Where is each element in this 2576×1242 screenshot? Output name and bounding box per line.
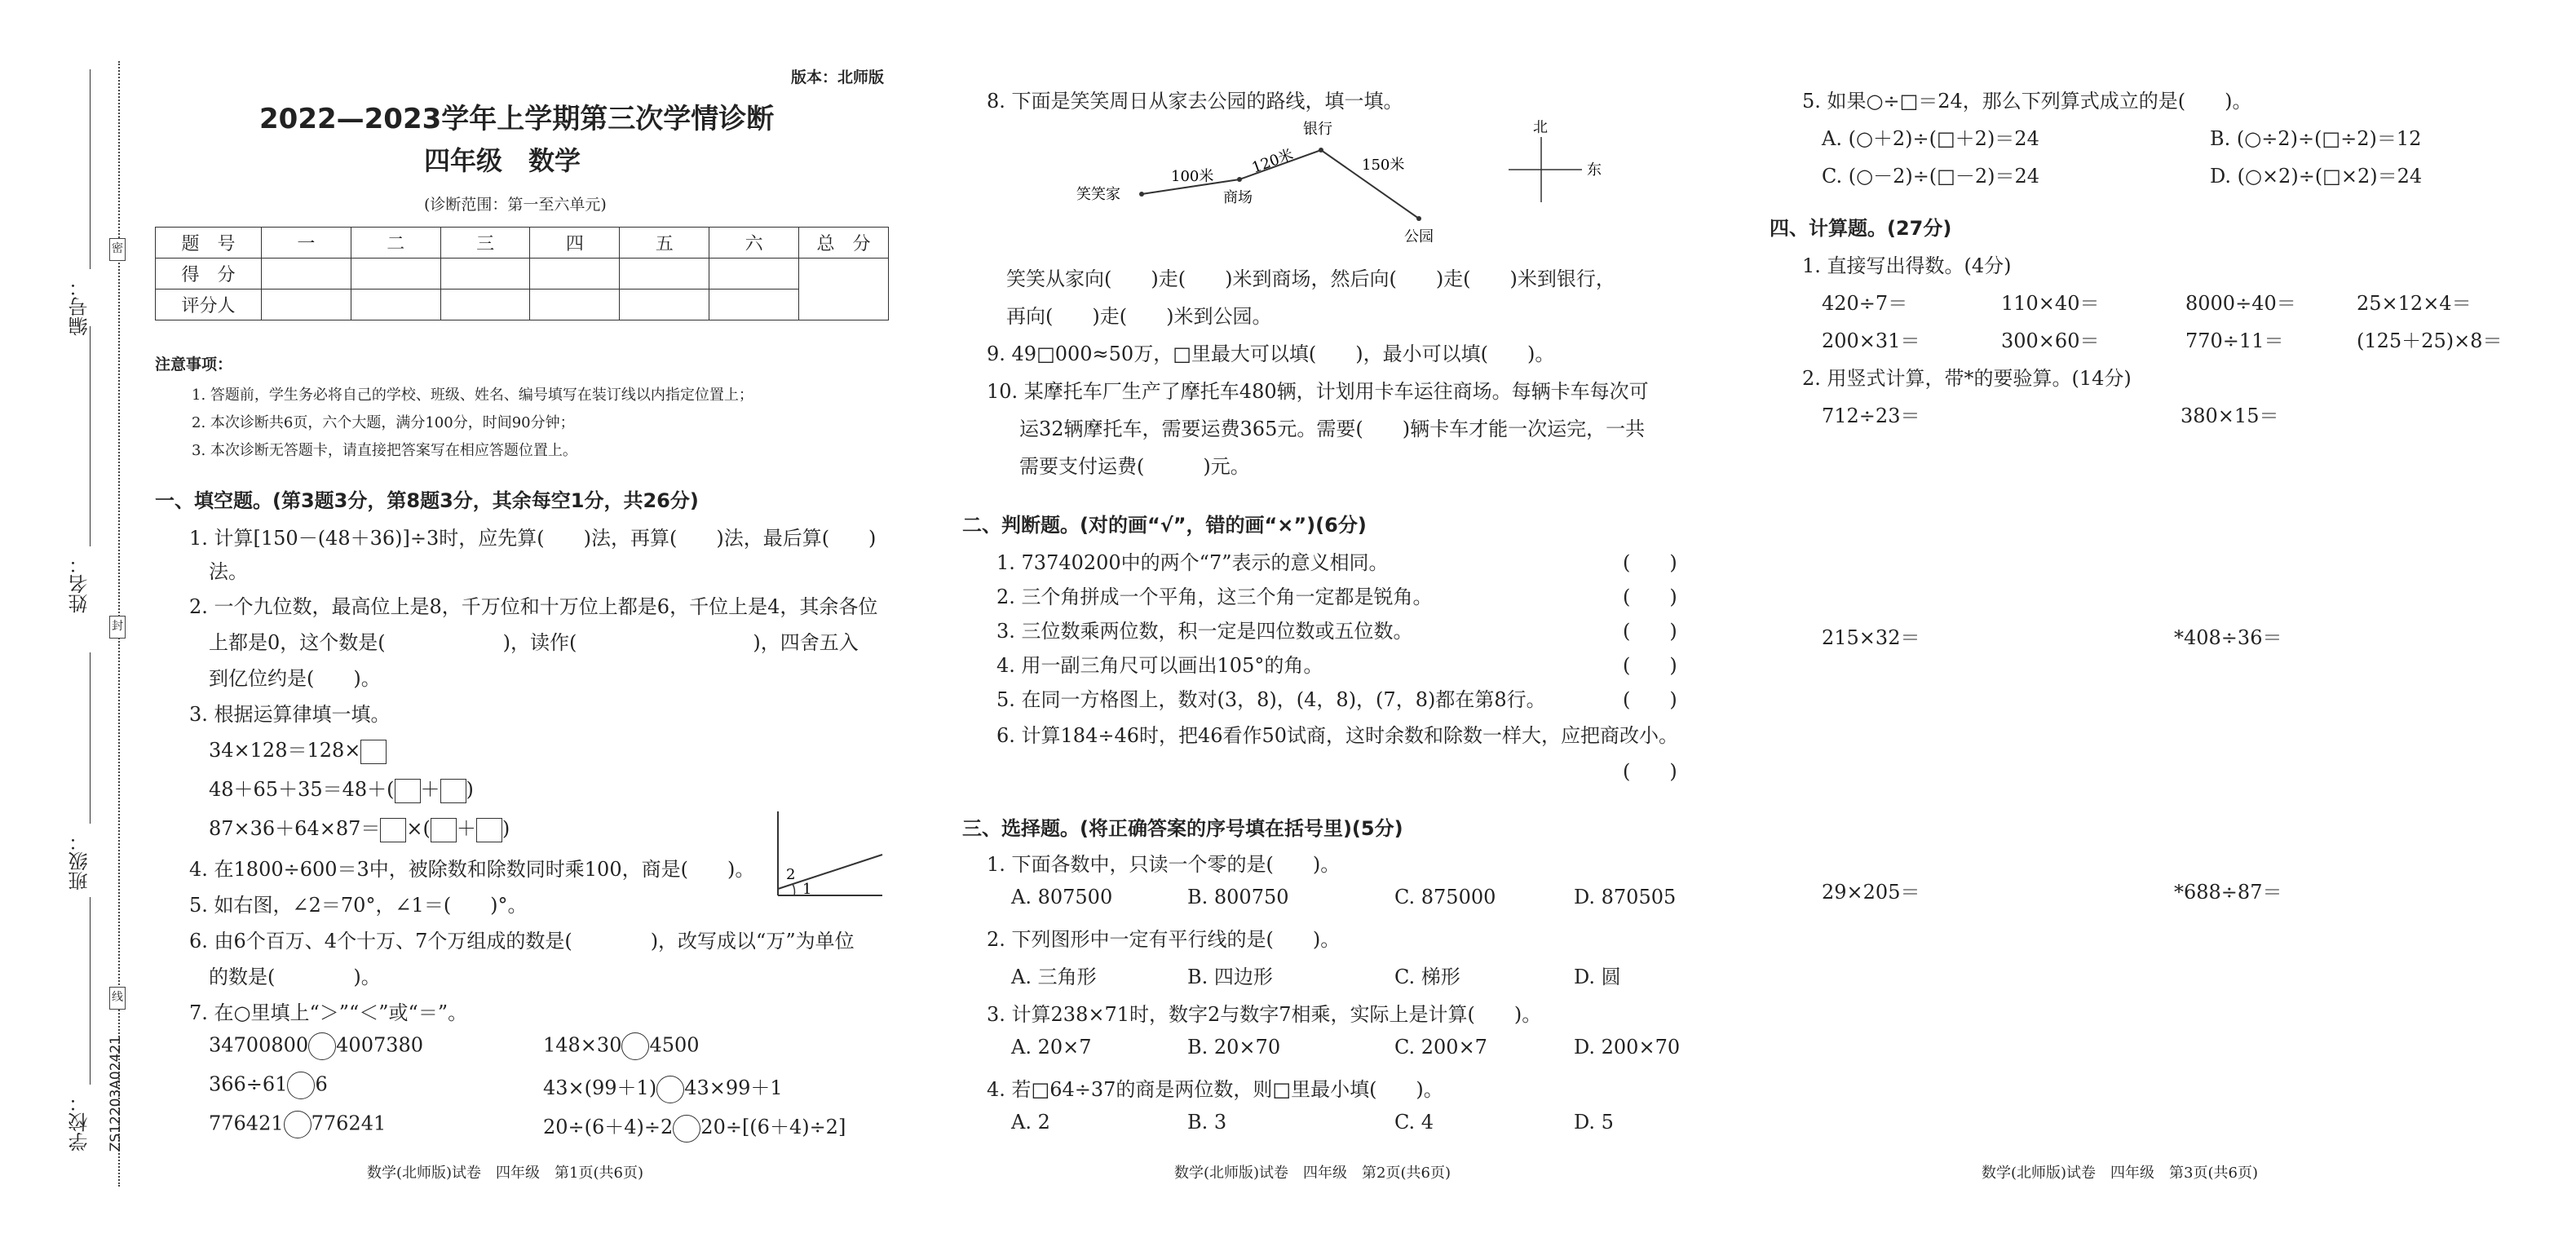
vertical-calc-item: *688÷87＝ bbox=[2174, 881, 2282, 904]
header-cell: 二 bbox=[351, 228, 440, 259]
header-cell: 三 bbox=[440, 228, 530, 259]
judge-paren[interactable]: ( ) bbox=[1623, 586, 1677, 608]
version-label: 版本：北师版 bbox=[791, 69, 885, 86]
park-label: 公园 bbox=[1404, 228, 1434, 245]
distance-1-label: 100米 bbox=[1171, 168, 1214, 185]
compare-item bbox=[543, 1032, 700, 1060]
header-cell: 四 bbox=[530, 228, 620, 259]
compare-right: 43×99＋1 bbox=[684, 1076, 783, 1099]
angle-2-label: 2 bbox=[786, 866, 796, 883]
choice-option[interactable]: B. 3 bbox=[1187, 1111, 1227, 1134]
q3-expr: 87×36＋64×87＝ bbox=[209, 817, 381, 840]
compare-item bbox=[209, 1032, 423, 1060]
q3-op: ＋ bbox=[456, 817, 476, 840]
answer-box[interactable] bbox=[476, 818, 502, 842]
score-cell[interactable] bbox=[262, 259, 351, 290]
home-label: 笑笑家 bbox=[1076, 186, 1120, 203]
choice-option[interactable]: B. 四边形 bbox=[1187, 966, 1273, 988]
compare-circle[interactable] bbox=[284, 1111, 312, 1138]
compare-left: 148×30 bbox=[543, 1033, 622, 1057]
q3-line-1 bbox=[209, 734, 387, 764]
choice-option[interactable]: A. (○＋2)÷(□＋2)＝24 bbox=[1822, 127, 2039, 150]
page-2 bbox=[954, 0, 1712, 1242]
question-8-line-1: 笑笑从家向( )走( )米到商场，然后向( )走( )米到银行， bbox=[1006, 267, 1615, 290]
bank-label: 银行 bbox=[1303, 121, 1332, 138]
q3-op: ) bbox=[466, 778, 474, 801]
oral-item: 200×31＝ bbox=[1822, 329, 1920, 352]
choice-option[interactable]: C. 875000 bbox=[1394, 886, 1496, 908]
judge-item: 1. 73740200中的两个“7”表示的意义相同。 bbox=[996, 551, 1389, 574]
choice-option[interactable]: C. 梯形 bbox=[1394, 966, 1460, 988]
compare-left: 34700800 bbox=[209, 1033, 309, 1057]
choice-option[interactable]: D. 200×70 bbox=[1574, 1036, 1681, 1059]
grader-row bbox=[156, 290, 889, 320]
oral-item: 25×12×4＝ bbox=[2357, 292, 2472, 315]
compare-left: 20÷(6＋4)÷2 bbox=[543, 1116, 674, 1138]
label-number: 编号： bbox=[68, 277, 91, 336]
grader-cell[interactable] bbox=[440, 290, 530, 320]
q3-line-2 bbox=[209, 773, 474, 803]
oral-item: 300×60＝ bbox=[2001, 329, 2100, 352]
vertical-calc-item: *408÷36＝ bbox=[2174, 626, 2282, 649]
q3-expr: 34×128＝128× bbox=[209, 739, 361, 762]
grader-cell[interactable] bbox=[530, 290, 620, 320]
choice-option[interactable]: A. 2 bbox=[1011, 1111, 1050, 1134]
section-2-title: 二、判断题。(对的画“√”，错的画“×”)(6分) bbox=[962, 514, 1367, 537]
vertical-calc-item: 712÷23＝ bbox=[1822, 404, 1920, 427]
bank-point bbox=[1319, 148, 1323, 152]
compare-right: 4007380 bbox=[336, 1033, 424, 1057]
grader-cell[interactable] bbox=[262, 290, 351, 320]
choice-question: 3. 计算238×71时，数字2与数字7相乘，实际上是计算( )。 bbox=[987, 1003, 1542, 1026]
question-5: 5. 如果○÷□＝24，那么下列算式成立的是( )。 bbox=[1802, 90, 2252, 113]
question-8: 8. 下面是笑笑周日从家去公园的路线，填一填。 bbox=[987, 90, 1403, 113]
q3-expr: 48＋65＋35＝48＋( bbox=[209, 778, 395, 801]
compare-circle[interactable] bbox=[656, 1076, 684, 1103]
section-3-title: 三、选择题。(将正确答案的序号填在括号里)(5分) bbox=[962, 817, 1403, 840]
answer-box[interactable] bbox=[440, 779, 466, 803]
page-3 bbox=[1761, 0, 2544, 1242]
vertical-calc-item: 380×15＝ bbox=[2181, 404, 2279, 427]
binding-tag-feng: 封 bbox=[109, 616, 126, 639]
judge-item: 5. 在同一方格图上，数对(3，8)，(4，8)，(7，8)都在第8行。 bbox=[996, 688, 1546, 711]
total-score-cell[interactable] bbox=[799, 259, 889, 320]
score-cell[interactable] bbox=[440, 259, 530, 290]
grader-cell[interactable] bbox=[620, 290, 709, 320]
question-1-cont: 法。 bbox=[209, 560, 248, 583]
row-label: 评分人 bbox=[156, 290, 262, 320]
distance-2-label: 120米 bbox=[1249, 146, 1296, 177]
compare-circle[interactable] bbox=[287, 1072, 315, 1099]
page-subtitle: 四年级 数学 bbox=[424, 145, 581, 176]
compare-left: 43×(99＋1) bbox=[543, 1076, 657, 1099]
question-9: 9. 49□000≈50万，□里最大可以填( )，最小可以填( )。 bbox=[987, 343, 1555, 365]
choice-option[interactable]: C. (○－2)÷(□－2)＝24 bbox=[1822, 165, 2040, 188]
calc-part-1: 1. 直接写出得数。(4分) bbox=[1802, 254, 2012, 277]
choice-option[interactable]: B. 800750 bbox=[1187, 886, 1289, 908]
diagnosis-range: (诊断范围：第一至六单元) bbox=[424, 196, 607, 214]
choice-option[interactable]: D. (○×2)÷(□×2)＝24 bbox=[2210, 165, 2423, 188]
judge-paren[interactable]: ( ) bbox=[1623, 551, 1677, 574]
oral-item: 110×40＝ bbox=[2001, 292, 2100, 315]
choice-option[interactable]: C. 4 bbox=[1394, 1111, 1434, 1134]
choice-option[interactable]: A. 20×7 bbox=[1011, 1036, 1092, 1059]
question-1: 1. 计算[150－(48＋36)]÷3时，应先算( )法，再算( )法，最后算( ) bbox=[189, 527, 877, 550]
judge-item: 3. 三位数乘两位数，积一定是四位数或五位数。 bbox=[996, 620, 1413, 643]
compare-right: 776241 bbox=[311, 1112, 387, 1135]
choice-option[interactable]: D. 5 bbox=[1574, 1111, 1614, 1134]
header-cell: 总 分 bbox=[799, 228, 889, 259]
compare-item bbox=[543, 1111, 846, 1143]
vertical-calc-item: 215×32＝ bbox=[1822, 626, 1920, 649]
note-item: 3. 本次诊断无答题卡，请直接把答案写在相应答题位置上。 bbox=[192, 442, 577, 459]
question-6: 6. 由6个百万、4个十万、7个万组成的数是( )，改写成以“万”为单位 bbox=[189, 930, 855, 952]
q3-op: ＋ bbox=[420, 778, 440, 801]
choice-option[interactable]: B. 20×70 bbox=[1187, 1036, 1281, 1059]
answer-box[interactable] bbox=[431, 818, 457, 842]
distance-3-label: 150米 bbox=[1362, 157, 1405, 174]
question-10-cont: 需要支付运费( )元。 bbox=[1019, 455, 1250, 478]
answer-box[interactable] bbox=[380, 818, 406, 842]
note-item: 1. 答题前，学生务必将自己的学校、班级、姓名、编号填写在装订线以内指定位置上； bbox=[192, 387, 753, 404]
east-label: 东 bbox=[1587, 161, 1602, 179]
row-label: 得 分 bbox=[156, 259, 262, 290]
section-4-title: 四、计算题。(27分) bbox=[1770, 217, 1952, 240]
q3-op: ) bbox=[502, 817, 510, 840]
header-cell: 一 bbox=[262, 228, 351, 259]
score-cell[interactable] bbox=[351, 259, 440, 290]
page-1 bbox=[0, 0, 897, 1242]
paper-code: ZS12203A02421 bbox=[108, 1036, 124, 1152]
score-cell[interactable] bbox=[709, 259, 799, 290]
compare-item bbox=[209, 1111, 386, 1138]
park-point bbox=[1416, 216, 1421, 221]
answer-box[interactable] bbox=[395, 779, 421, 803]
choice-question: 1. 下面各数中，只读一个零的是( )。 bbox=[987, 853, 1341, 876]
choice-question: 2. 下列图形中一定有平行线的是( )。 bbox=[987, 928, 1341, 951]
judge-paren[interactable]: ( ) bbox=[1623, 620, 1677, 643]
binding-tag-xian: 线 bbox=[109, 987, 126, 1010]
score-row bbox=[156, 259, 889, 290]
oral-item: 420÷7＝ bbox=[1822, 292, 1908, 315]
grader-cell[interactable] bbox=[709, 290, 799, 320]
oral-item: 8000÷40＝ bbox=[2185, 292, 2296, 315]
q3-line-3 bbox=[209, 812, 510, 842]
section-1-title: 一、填空题。(第3题3分，第8题3分，其余每空1分，共26分) bbox=[155, 489, 699, 512]
page-footer: 数学(北师版)试卷 四年级 第1页(共6页) bbox=[367, 1165, 643, 1182]
header-cell: 六 bbox=[709, 228, 799, 259]
compare-item bbox=[209, 1072, 328, 1099]
question-10-cont: 运32辆摩托车，需要运费365元。需要( )辆卡车才能一次运完，一共 bbox=[1019, 418, 1646, 440]
judge-paren[interactable]: ( ) bbox=[1623, 688, 1677, 711]
judge-paren[interactable]: ( ) bbox=[1623, 760, 1677, 783]
choice-option[interactable]: A. 807500 bbox=[1011, 886, 1113, 908]
choice-option[interactable]: D. 圆 bbox=[1574, 966, 1621, 988]
choice-option[interactable]: C. 200×7 bbox=[1394, 1036, 1487, 1059]
mall-point bbox=[1237, 177, 1242, 182]
home-point bbox=[1139, 192, 1144, 197]
score-cell[interactable] bbox=[530, 259, 620, 290]
question-2: 2. 一个九位数，最高位上是8，千万位和十万位上都是6，千位上是4，其余各位 bbox=[189, 595, 878, 618]
label-class: 班级： bbox=[68, 832, 91, 891]
oral-item: (125＋25)×8＝ bbox=[2357, 329, 2503, 352]
page-footer: 数学(北师版)试卷 四年级 第2页(共6页) bbox=[1174, 1165, 1451, 1182]
judge-item: 2. 三个角拼成一个平角，这三个角一定都是锐角。 bbox=[996, 586, 1433, 608]
angle-1-label: 1 bbox=[802, 881, 812, 898]
score-cell[interactable] bbox=[620, 259, 709, 290]
compare-circle[interactable] bbox=[621, 1032, 649, 1060]
compare-left: 366÷61 bbox=[209, 1072, 288, 1096]
compare-right: 6 bbox=[315, 1072, 328, 1096]
question-7: 7. 在○里填上“＞”“＜”或“＝”。 bbox=[189, 1001, 468, 1024]
q3-op: ×( bbox=[406, 817, 431, 840]
compare-left: 776421 bbox=[209, 1112, 284, 1135]
score-table bbox=[155, 227, 889, 320]
answer-box[interactable] bbox=[360, 740, 387, 764]
question-2-cont: 到亿位约是( )。 bbox=[209, 667, 381, 690]
judge-item: 6. 计算184÷46时，把46看作50试商，这时余数和除数一样大，应把商改小。 bbox=[996, 724, 1679, 747]
label-school: 学校： bbox=[68, 1093, 91, 1151]
question-5: 5. 如右图，∠2＝70°，∠1＝( )°。 bbox=[189, 894, 528, 917]
question-10: 10. 某摩托车厂生产了摩托车480辆，计划用卡车运往商场。每辆卡车每次可 bbox=[987, 380, 1649, 403]
route-map bbox=[1076, 114, 1631, 253]
compare-right: 20÷[(6＋4)÷2] bbox=[700, 1116, 846, 1138]
choice-option[interactable]: B. (○÷2)÷(□÷2)＝12 bbox=[2210, 127, 2422, 150]
angle-arc bbox=[793, 884, 794, 895]
choice-question: 4. 若□64÷37的商是两位数，则□里最小填( )。 bbox=[987, 1078, 1443, 1101]
grader-cell[interactable] bbox=[351, 290, 440, 320]
compare-item bbox=[543, 1072, 783, 1103]
choice-option[interactable]: A. 三角形 bbox=[1011, 966, 1097, 988]
question-4: 4. 在1800÷600＝3中，被除数和除数同时乘100，商是( )。 bbox=[189, 858, 755, 881]
header-cell: 五 bbox=[620, 228, 709, 259]
label-name: 姓名： bbox=[68, 555, 91, 613]
angle-figure bbox=[773, 807, 887, 905]
calc-part-2: 2. 用竖式计算，带*的要验算。(14分) bbox=[1802, 367, 2132, 390]
oral-item: 770÷11＝ bbox=[2185, 329, 2284, 352]
north-label: 北 bbox=[1533, 119, 1548, 136]
vertical-calc-item: 29×205＝ bbox=[1822, 881, 1920, 904]
compare-circle[interactable] bbox=[308, 1032, 336, 1060]
question-6-cont: 的数是( )。 bbox=[209, 966, 381, 988]
compare-circle[interactable] bbox=[673, 1115, 700, 1143]
page-title: 2022—2023学年上学期第三次学情诊断 bbox=[259, 103, 775, 135]
compare-right: 4500 bbox=[649, 1033, 700, 1057]
page-footer: 数学(北师版)试卷 四年级 第3页(共6页) bbox=[1982, 1165, 2258, 1182]
header-cell: 题 号 bbox=[156, 228, 262, 259]
notes-title: 注意事项： bbox=[155, 356, 233, 373]
judge-item: 4. 用一副三角尺可以画出105°的角。 bbox=[996, 654, 1323, 677]
binding-tag-mi: 密 bbox=[109, 238, 126, 261]
mall-label: 商场 bbox=[1223, 189, 1253, 206]
score-table-header bbox=[156, 228, 889, 259]
judge-paren[interactable]: ( ) bbox=[1623, 654, 1677, 677]
choice-option[interactable]: D. 870505 bbox=[1574, 886, 1677, 908]
question-3: 3. 根据运算律填一填。 bbox=[189, 703, 391, 726]
note-item: 2. 本次诊断共6页，六个大题，满分100分，时间90分钟； bbox=[192, 414, 575, 431]
question-2-cont: 上都是0，这个数是( )，读作( )，四舍五入 bbox=[209, 631, 859, 654]
question-8-line-2: 再向( )走( )米到公园。 bbox=[1006, 305, 1272, 328]
